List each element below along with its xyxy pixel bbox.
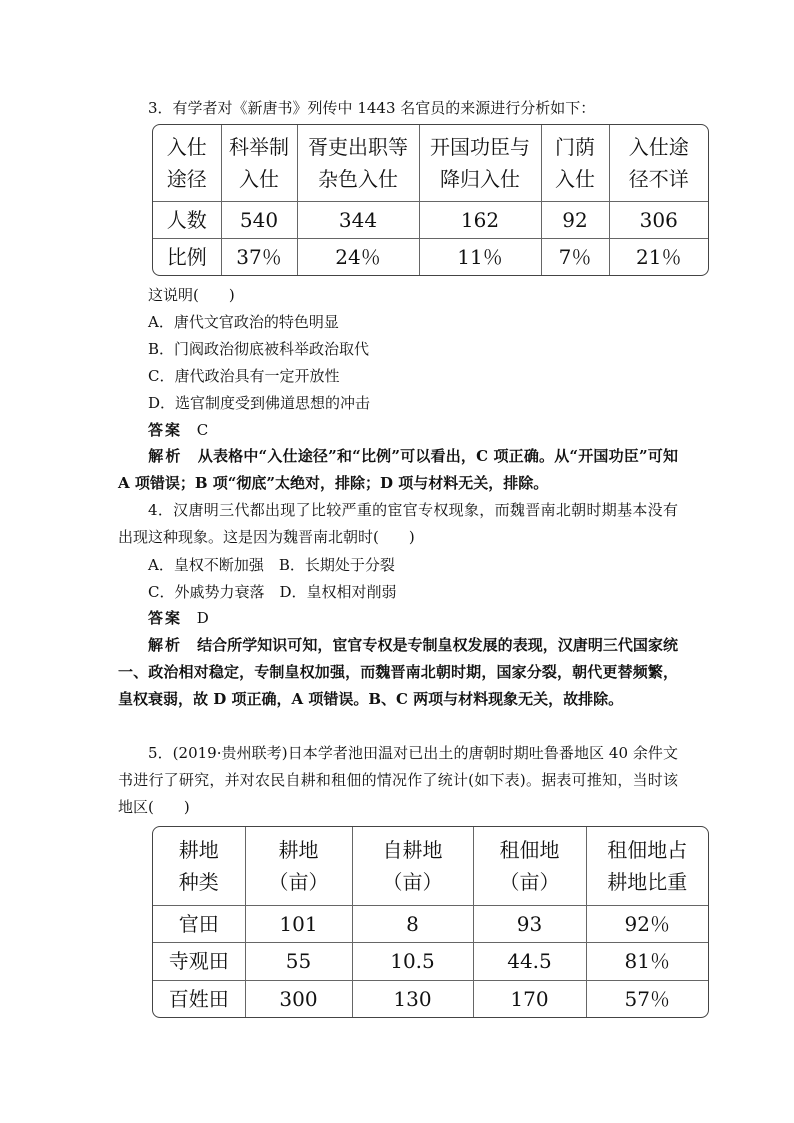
question-3-analysis xyxy=(118,443,678,497)
table-cell: 21％ xyxy=(609,238,708,275)
table-row xyxy=(153,905,708,943)
table-header-cell: 胥吏出职等 杂色入仕 xyxy=(297,125,419,201)
table-cell: 300 xyxy=(245,980,352,1017)
question-3-answer xyxy=(148,419,208,441)
question-5-table xyxy=(152,826,709,1018)
table-header-row xyxy=(153,827,708,905)
table-cell: 130 xyxy=(352,980,473,1017)
table-cell: 百姓田 xyxy=(153,980,245,1017)
table-cell: 10.5 xyxy=(352,943,473,981)
answer-value: D xyxy=(196,609,209,627)
table-cell: 比例 xyxy=(153,238,221,275)
table-header-cell: 开国功臣与 降归入仕 xyxy=(419,125,541,201)
question-4-stem xyxy=(118,497,678,551)
table-header-cell: 耕地 种类 xyxy=(153,827,245,905)
analysis-label: 解析 xyxy=(148,636,183,654)
table-header-cell: 门荫 入仕 xyxy=(541,125,609,201)
table-cell: 92％ xyxy=(586,905,708,943)
answer-label: 答案 xyxy=(148,609,183,627)
question-4-answer xyxy=(148,607,209,629)
table-cell: 344 xyxy=(297,201,419,238)
question-4-options-line-1: A．皇权不断加强 B．长期处于分裂 xyxy=(148,556,395,574)
question-4-analysis xyxy=(118,632,678,713)
table-header-row xyxy=(153,125,708,201)
table-cell: 寺观田 xyxy=(153,943,245,981)
table-row xyxy=(153,201,708,238)
question-3-option-b: B．门阀政治彻底被科举政治取代 xyxy=(148,340,370,358)
table-cell: 93 xyxy=(473,905,586,943)
table-cell: 11％ xyxy=(419,238,541,275)
table-cell: 306 xyxy=(609,201,708,238)
table-cell: 540 xyxy=(221,201,297,238)
table-header-cell: 自耕地 （亩） xyxy=(352,827,473,905)
table-header-cell: 入仕途 径不详 xyxy=(609,125,708,201)
table-cell: 170 xyxy=(473,980,586,1017)
table-cell: 37％ xyxy=(221,238,297,275)
table-header-cell: 耕地 （亩） xyxy=(245,827,352,905)
table-cell: 8 xyxy=(352,905,473,943)
table-cell: 81％ xyxy=(586,943,708,981)
question-3-stem: 3．有学者对《新唐书》列传中 1443 名官员的来源进行分析如下： xyxy=(148,99,596,117)
table-cell: 44.5 xyxy=(473,943,586,981)
question-5-stem-text: 5．(2019·贵州联考)日本学者池田温对已出土的唐朝时期吐鲁番地区 40 余件文书进行了研究，并对农民自耕和租佃的情况作了统计(如下表)。据表可推知，当时该地区( ) xyxy=(118,744,678,816)
table-header-cell: 科举制 入仕 xyxy=(221,125,297,201)
table-cell: 官田 xyxy=(153,905,245,943)
table-header-cell: 租佃地 （亩） xyxy=(473,827,586,905)
analysis-text: 从表格中“入仕途径”和“比例”可以看出，C 项正确。从“开国功臣”可知 A 项错误；B 项“彻底”太绝对，排除；D 项与材料无关，排除。 xyxy=(118,447,678,492)
question-4-options-line-2: C．外戚势力衰落 D．皇权相对削弱 xyxy=(148,583,397,601)
question-5-stem xyxy=(118,740,678,821)
table-cell: 人数 xyxy=(153,201,221,238)
question-3-table xyxy=(152,124,709,276)
table-row xyxy=(153,980,708,1017)
answer-label: 答案 xyxy=(148,421,183,439)
question-3-option-a: A．唐代文官政治的特色明显 xyxy=(148,313,339,331)
table-cell: 57％ xyxy=(586,980,708,1017)
table-cell: 92 xyxy=(541,201,609,238)
analysis-label: 解析 xyxy=(148,447,183,465)
question-3-prompt: 这说明( ) xyxy=(148,286,235,304)
table-cell: 24％ xyxy=(297,238,419,275)
table-cell: 101 xyxy=(245,905,352,943)
question-4-stem-text: 4．汉唐明三代都出现了比较严重的宦官专权现象，而魏晋南北朝时期基本没有出现这种现象。这是因为魏晋南北朝时( ) xyxy=(118,501,678,546)
analysis-text: 结合所学知识可知，宦官专权是专制皇权发展的表现，汉唐明三代国家统一、政治相对稳定，专制皇权加强，而魏晋南北朝时期，国家分裂，朝代更替频繁，皇权衰弱，故 D 项正确，A 项错误。B、C 两项与材料现象无关，故排除。 xyxy=(118,636,678,708)
table-row xyxy=(153,238,708,275)
table-cell: 7％ xyxy=(541,238,609,275)
table-cell: 162 xyxy=(419,201,541,238)
table-header-cell: 租佃地占 耕地比重 xyxy=(586,827,708,905)
table-header-cell: 入仕 途径 xyxy=(153,125,221,201)
table-row xyxy=(153,943,708,981)
table-cell: 55 xyxy=(245,943,352,981)
question-3-option-c: C．唐代政治具有一定开放性 xyxy=(148,367,340,385)
question-3-option-d: D．选官制度受到佛道思想的冲击 xyxy=(148,394,371,412)
answer-value: C xyxy=(196,421,209,439)
